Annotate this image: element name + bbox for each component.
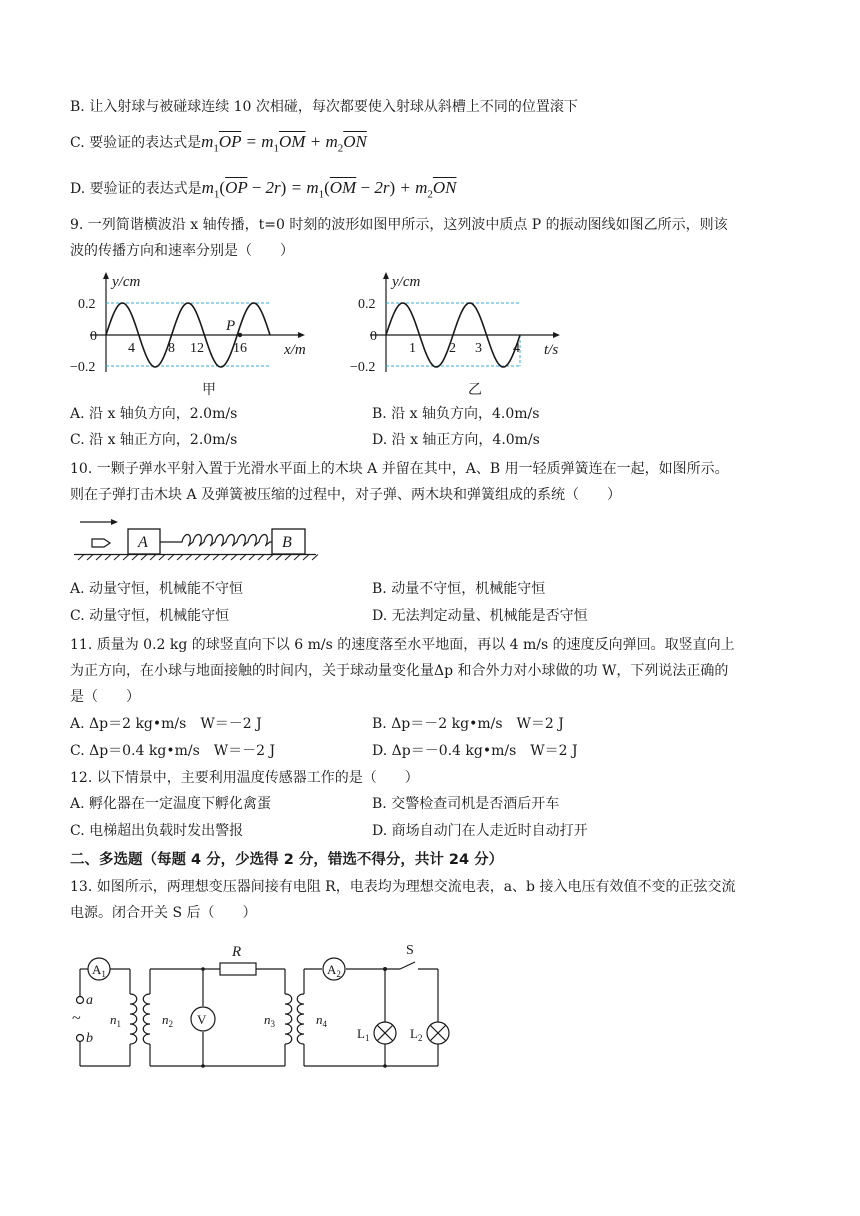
q12-option-c[interactable]: C. 电梯超出负载时发出警报 bbox=[70, 823, 244, 839]
graph-jia-y-arrow bbox=[103, 272, 109, 279]
ground-hatch-mark bbox=[213, 555, 219, 561]
graph-jia-point-label: P bbox=[226, 318, 236, 334]
coil-n4 bbox=[297, 994, 304, 1044]
ground-hatching bbox=[78, 555, 318, 561]
resistor-r-label: R bbox=[232, 944, 242, 960]
ground-hatch-mark bbox=[132, 555, 138, 561]
ground-hatch-mark bbox=[267, 555, 273, 561]
ground-hatch-mark bbox=[240, 555, 246, 561]
graph-jia-xtick-12: 12 bbox=[190, 341, 204, 356]
junction-dot-4 bbox=[383, 1064, 387, 1068]
ground-hatch-mark bbox=[159, 555, 165, 561]
q10-option-d[interactable]: D. 无法判定动量、机械能是否守恒 bbox=[372, 608, 588, 624]
graph-yi-y-arrow bbox=[383, 272, 389, 279]
block-b-label: B bbox=[282, 534, 292, 551]
ground-hatch-mark bbox=[204, 555, 210, 561]
circuit-wires bbox=[80, 962, 438, 1066]
graph-yi bbox=[350, 272, 560, 398]
q8-option-c-prefix: C. 要验证的表达式是 bbox=[70, 135, 202, 151]
graph-jia-ytick-bottom: −0.2 bbox=[70, 360, 96, 375]
ground-hatch-mark bbox=[231, 555, 237, 561]
ground-hatch-mark bbox=[312, 555, 318, 561]
q11-option-a[interactable]: A. Δp＝2 kg•m/s W＝－2 J bbox=[70, 716, 262, 732]
q10-stem-line1: 10. 一颗子弹水平射入置于光滑水平面上的木块 A 并留在其中，A、B 用一轻质弹簧连在一起，如图所示。 bbox=[70, 461, 729, 477]
q13-stem-line2: 电源。闭合开关 S 后（ ） bbox=[70, 905, 257, 921]
q8-option-c-formula: $m_1\overline{OP} = m_1\overline{OM} + m_2\overline{ON}$ bbox=[201, 132, 367, 155]
graph-yi-xtick-4: 4 bbox=[513, 341, 520, 356]
terminal-a-label: a bbox=[86, 993, 93, 1008]
graph-yi-x-arrow bbox=[553, 332, 560, 338]
switch-s-label: S bbox=[406, 943, 414, 958]
q9-figures bbox=[60, 266, 620, 406]
q8-option-d-formula: $m_1(\overline{OP} - 2r) = m_1(\overline{OM} - 2r) + m_2\overline{ON}$ bbox=[201, 178, 457, 201]
ammeter-a2-label: $A_2$ bbox=[327, 962, 341, 979]
graph-yi-xtick-3: 3 bbox=[475, 341, 482, 356]
ground-hatch-mark bbox=[114, 555, 120, 561]
graph-yi-caption: 乙 bbox=[468, 383, 482, 398]
ground-hatch-mark bbox=[168, 555, 174, 561]
q11-option-b[interactable]: B. Δp＝－2 kg•m/s W＝2 J bbox=[372, 716, 564, 732]
q12-option-a[interactable]: A. 孵化器在一定温度下孵化禽蛋 bbox=[70, 796, 272, 812]
q8-option-c bbox=[70, 132, 367, 154]
q11-option-d[interactable]: D. Δp＝－0.4 kg•m/s W＝2 J bbox=[372, 743, 578, 759]
graph-yi-ytick-top: 0.2 bbox=[358, 297, 376, 312]
q9-option-b[interactable]: B. 沿 x 轴负方向，4.0m/s bbox=[372, 406, 540, 422]
q10-option-a[interactable]: A. 动量守恒，机械能不守恒 bbox=[70, 581, 244, 597]
coil-n2 bbox=[143, 994, 150, 1044]
graph-jia-point-p bbox=[238, 333, 242, 337]
junction-dot-2 bbox=[201, 967, 205, 971]
graph-yi-ytick-bottom: −0.2 bbox=[350, 360, 376, 375]
coil-n4-label: $n_4$ bbox=[316, 1012, 327, 1029]
q13-stem-line1: 13. 如图所示，两理想变压器间接有电阻 R，电表均为理想交流电表，a、b 接入电压有效值不变的正弦交流 bbox=[70, 879, 736, 895]
lamp-l1-label: $L_1$ bbox=[357, 1026, 370, 1043]
ac-source-tilde: ~ bbox=[72, 1010, 81, 1027]
ground-hatch-mark bbox=[78, 555, 84, 561]
graph-jia bbox=[70, 272, 306, 398]
voltmeter-label: V bbox=[197, 1012, 207, 1027]
q8-option-d bbox=[70, 178, 456, 200]
spring bbox=[160, 535, 272, 546]
q13-circuit bbox=[70, 934, 460, 1094]
block-a-label: A bbox=[138, 534, 148, 551]
ground-hatch-mark bbox=[249, 555, 255, 561]
junction-dot-1 bbox=[383, 967, 387, 971]
graph-jia-x-arrow bbox=[298, 332, 305, 338]
graph-jia-xtick-4: 4 bbox=[128, 341, 135, 356]
bullet-icon bbox=[92, 539, 110, 547]
ground-hatch-mark bbox=[105, 555, 111, 561]
coil-n3 bbox=[285, 994, 292, 1044]
ground-hatch-mark bbox=[276, 555, 282, 561]
q9-option-d[interactable]: D. 沿 x 轴正方向，4.0m/s bbox=[372, 432, 540, 448]
bullet-velocity-arrowhead bbox=[111, 519, 118, 525]
ground-hatch-mark bbox=[222, 555, 228, 561]
q10-option-b[interactable]: B. 动量不守恒，机械能守恒 bbox=[372, 581, 546, 597]
terminal-b-label: b bbox=[86, 1031, 93, 1046]
graph-yi-xtick-2: 2 bbox=[449, 341, 456, 356]
resistor-r-icon bbox=[220, 963, 256, 975]
graph-jia-caption: 甲 bbox=[202, 383, 216, 398]
lamp-l2-label: $L_2$ bbox=[410, 1026, 423, 1043]
q10-stem-line2: 则在子弹打击木块 A 及弹簧被压缩的过程中，对子弹、两木块和弹簧组成的系统（ ） bbox=[70, 487, 622, 503]
q8-option-d-prefix: D. 要验证的表达式是 bbox=[70, 181, 202, 197]
q9-stem-line1: 9. 一列简谐横波沿 x 轴传播，t=0 时刻的波形如图甲所示，这列波中质点 P 的振动图线如图乙所示，则该 bbox=[70, 217, 728, 233]
graph-yi-ytick-zero: 0 bbox=[370, 329, 377, 344]
q12-option-d[interactable]: D. 商场自动门在人走近时自动打开 bbox=[372, 823, 588, 839]
coil-n3-label: $n_3$ bbox=[264, 1012, 275, 1029]
graph-jia-ytick-top: 0.2 bbox=[78, 297, 96, 312]
ground-hatch-mark bbox=[294, 555, 300, 561]
q8-option-b: B. 让入射球与被碰球连续 10 次相碰，每次都要使入射球从斜槽上不同的位置滚下 bbox=[70, 99, 578, 115]
q12-stem: 12. 以下情景中，主要利用温度传感器工作的是（ ） bbox=[70, 770, 419, 786]
coil-n1-label: $n_1$ bbox=[110, 1012, 121, 1029]
ground-hatch-mark bbox=[123, 555, 129, 561]
q11-option-c[interactable]: C. Δp＝0.4 kg•m/s W＝－2 J bbox=[70, 743, 276, 759]
q10-option-c[interactable]: C. 动量守恒，机械能守恒 bbox=[70, 608, 230, 624]
q11-stem-line2: 为正方向，在小球与地面接触的时间内，关于球动量变化量Δp 和合外力对小球做的功 W，下列说法正确的 bbox=[70, 663, 729, 679]
graph-yi-xlabel: t/s bbox=[544, 342, 559, 358]
graph-jia-ylabel: y/cm bbox=[112, 274, 141, 290]
coil-n1 bbox=[130, 994, 137, 1044]
graph-yi-xtick-1: 1 bbox=[409, 341, 416, 356]
q9-option-a[interactable]: A. 沿 x 轴负方向，2.0m/s bbox=[70, 406, 238, 422]
q9-option-c[interactable]: C. 沿 x 轴正方向，2.0m/s bbox=[70, 432, 238, 448]
ground-hatch-mark bbox=[87, 555, 93, 561]
ground-hatch-mark bbox=[96, 555, 102, 561]
ground-hatch-mark bbox=[150, 555, 156, 561]
graph-jia-ytick-zero: 0 bbox=[90, 329, 97, 344]
graph-yi-ylabel: y/cm bbox=[392, 274, 421, 290]
graph-jia-xtick-8: 8 bbox=[168, 341, 175, 356]
q9-stem-line2: 波的传播方向和速率分别是（ ） bbox=[70, 243, 294, 259]
q12-option-b[interactable]: B. 交警检查司机是否酒后开车 bbox=[372, 796, 560, 812]
ammeter-a1-label: $A_1$ bbox=[92, 962, 106, 979]
ground-hatch-mark bbox=[285, 555, 291, 561]
junction-dot-3 bbox=[201, 1064, 205, 1068]
ground-hatch-mark bbox=[303, 555, 309, 561]
graph-jia-xtick-16: 16 bbox=[233, 341, 247, 356]
section-2-title: 二、多选题（每题 4 分，少选得 2 分，错选不得分，共计 24 分） bbox=[70, 852, 504, 868]
graph-jia-xlabel: x/m bbox=[284, 342, 306, 358]
ground-hatch-mark bbox=[141, 555, 147, 561]
ground-hatch-mark bbox=[186, 555, 192, 561]
q10-figure bbox=[70, 516, 320, 562]
ground-hatch-mark bbox=[177, 555, 183, 561]
terminal-a-icon bbox=[77, 997, 84, 1004]
ground-hatch-mark bbox=[258, 555, 264, 561]
q11-stem-line1: 11. 质量为 0.2 kg 的球竖直向下以 6 m/s 的速度落至水平地面，再以 4 m/s 的速度反向弹回。取竖直向上 bbox=[70, 637, 735, 653]
terminal-b-icon bbox=[77, 1035, 84, 1042]
q11-stem-line3: 是（ ） bbox=[70, 689, 140, 705]
coil-n2-label: $n_2$ bbox=[162, 1012, 173, 1029]
ground-hatch-mark bbox=[195, 555, 201, 561]
